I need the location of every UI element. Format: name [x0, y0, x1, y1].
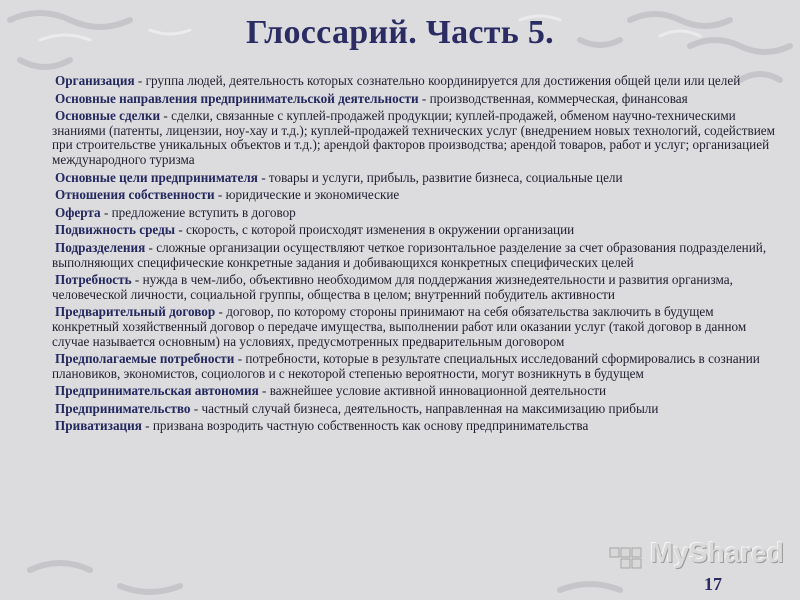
glossary-term: Подвижность среды	[55, 222, 176, 238]
page-title: Глоссарий. Часть 5.	[246, 14, 554, 51]
glossary-definition: - юридические и экономические	[214, 187, 400, 203]
glossary-entry	[52, 241, 782, 270]
page-number: 17	[704, 574, 722, 594]
glossary-entry	[52, 402, 782, 417]
glossary-entry	[52, 206, 782, 221]
glossary-term: Организация	[55, 73, 135, 88]
glossary-definition: - товары и услуги, прибыль, развитие бизнеса, социальные цели	[257, 169, 623, 185]
glossary-definition: - предложение вступить в договор	[100, 204, 296, 220]
glossary-term: Оферта	[55, 204, 101, 220]
glossary-entry	[52, 223, 782, 238]
glossary-entry	[52, 273, 782, 302]
glossary-definition: - частный случай бизнеса, деятельность, направленная на максимизацию прибыли	[190, 400, 659, 416]
glossary-list	[52, 74, 782, 437]
glossary-term: Основные направления предпринимательской деятельности	[55, 90, 419, 106]
glossary-entry	[52, 419, 782, 434]
glossary-term: Подразделения	[55, 239, 146, 255]
glossary-definition: - производственная, коммерческая, финансовая	[418, 90, 688, 106]
glossary-definition: - призвана возродить частную собственность как основу предпринимательства	[141, 418, 589, 434]
glossary-definition: - договор, по которому стороны принимают на себя обязательства заключить в будущем конкретный хозяйственный договор о передаче имущества, выполнении работ или оказании услуг (такой договор в данном случае называется основным) на условиях, предусмотренных предварительным договором	[52, 304, 747, 349]
glossary-term: Предполагаемые потребности	[55, 351, 235, 367]
glossary-term: Предпринимательство	[55, 400, 191, 416]
glossary-definition: - нужда в чем-либо, объективно необходимом для поддержания жизнедеятельности и развития организма, человеческой личности, социальной группы, общества в целом; внутренний побудитель активности	[52, 272, 733, 302]
glossary-definition: - важнейшее условие активной инновационной деятельности	[258, 383, 607, 399]
glossary-definition: - группа людей, деятельность которых сознательно координируется для достижения общей цели или целей	[134, 73, 741, 88]
logo-text: MyShared	[650, 537, 784, 568]
glossary-entry	[52, 352, 782, 381]
glossary-entry	[52, 74, 782, 89]
glossary-term: Основные цели предпринимателя	[55, 169, 258, 185]
glossary-entry	[52, 171, 782, 186]
glossary-term: Предпринимательская автономия	[55, 383, 259, 399]
glossary-definition: - сделки, связанные с куплей-продажей продукции; куплей-продажей, обменом научно-техническими знаниями (патенты, лицензии, ноу-хау и т.д.); куплей-продажей технических услуг (внедрением новых технологий, содействием при строительстве уникальных объектов и т.д.); арендой факторов производства; арендой товаров, работ и услуг; организацией международного туризма	[52, 108, 775, 167]
glossary-definition: - сложные организации осуществляют четкое горизонтальное разделение за счет образования подразделений, выполняющих специфические конкретные задания и добивающихся конкретных специфических целей	[52, 239, 767, 270]
glossary-term: Предварительный договор	[55, 304, 216, 320]
glossary-term: Потребность	[55, 272, 132, 288]
glossary-entry	[52, 109, 782, 167]
glossary-entry	[52, 384, 782, 399]
glossary-definition: - потребности, которые в результате специальных исследований сформировались в сознании плановиков, экономистов, социологов и с некоторой степенью вероятности, могут возникнуть в будущем	[52, 351, 760, 381]
glossary-entry	[52, 305, 782, 349]
glossary-definition: - скорость, с которой происходят изменения в окружении организации	[175, 222, 575, 238]
glossary-entry	[52, 92, 782, 107]
glossary-term: Основные сделки	[55, 108, 161, 124]
glossary-term: Отношения собственности	[55, 187, 215, 203]
glossary-entry	[52, 188, 782, 203]
glossary-term: Приватизация	[55, 418, 142, 434]
